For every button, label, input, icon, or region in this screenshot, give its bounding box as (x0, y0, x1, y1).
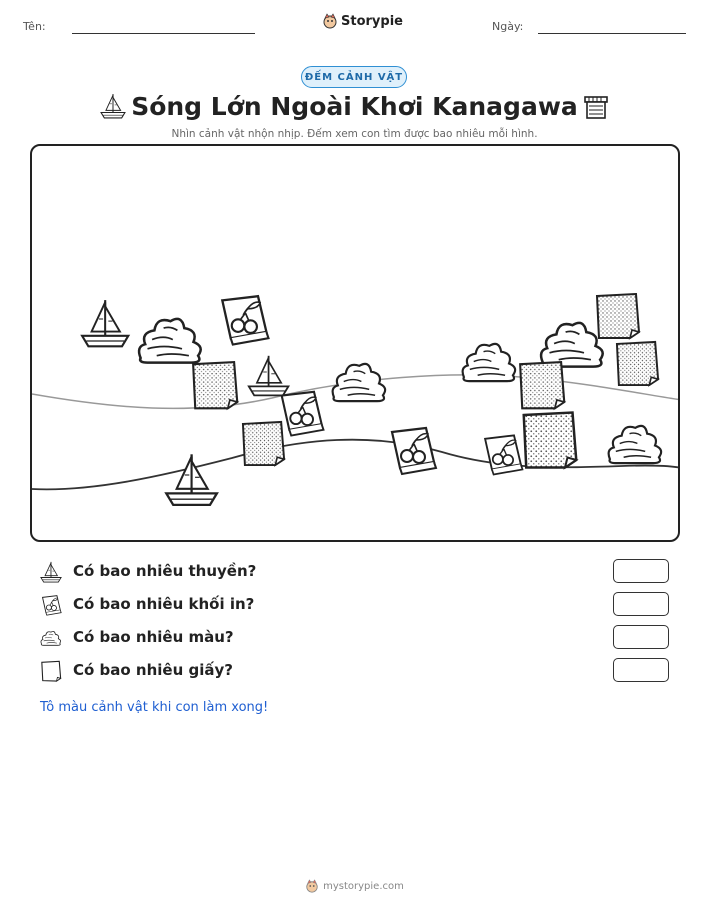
question-paints (40, 625, 670, 651)
paper-1 (193, 362, 237, 408)
boat-icon (40, 561, 62, 583)
wave-line-front (32, 440, 680, 490)
paint-icon (40, 627, 62, 649)
print-block-3 (392, 428, 436, 474)
category-badge: ĐẾM CẢNH VẬT (301, 66, 407, 88)
brand-logo (322, 13, 403, 29)
answer-box-paints[interactable] (613, 625, 669, 649)
paint-4 (541, 323, 603, 367)
date-label: Ngày: (492, 20, 524, 33)
question-boats (40, 559, 670, 585)
coloring-note: Tô màu cảnh vật khi con làm xong! (40, 700, 269, 715)
footer (0, 879, 709, 893)
paint-5 (609, 426, 662, 463)
name-label: Tên: (23, 20, 46, 33)
paper-2 (243, 422, 284, 465)
question-print-blocks (40, 592, 670, 618)
name-line[interactable] (72, 33, 255, 34)
question-text: Có bao nhiêu khối in? (73, 595, 255, 613)
question-text: Có bao nhiêu màu? (73, 628, 234, 646)
page-title: Sóng Lớn Ngoài Khơi Kanagawa (131, 92, 578, 121)
paint-1 (139, 319, 201, 363)
storypie-logo-icon (305, 879, 319, 893)
paint-2 (333, 364, 386, 401)
boat-3 (166, 454, 217, 505)
answer-box-papers[interactable] (613, 658, 669, 682)
print-block-2 (282, 392, 324, 436)
boat-1 (82, 300, 128, 346)
instructions: Nhìn cảnh vật nhộn nhịp. Đếm xem con tìm được bao nhiêu mỗi hình. (171, 128, 538, 140)
question-papers (40, 658, 670, 684)
brand-name: Storypie (341, 13, 403, 29)
print-block-icon (40, 594, 62, 616)
paper-3 (520, 362, 564, 408)
counting-scene (30, 144, 680, 542)
paint-3 (463, 344, 516, 381)
boat-2 (249, 356, 289, 396)
question-text: Có bao nhiêu giấy? (73, 661, 233, 679)
paper-5 (597, 294, 639, 338)
paper-6 (617, 342, 658, 385)
paper-4 (524, 413, 577, 468)
print-block-4 (485, 435, 522, 474)
footer-url[interactable]: mystorypie.com (323, 880, 404, 892)
date-line[interactable] (538, 33, 686, 34)
shop-icon (582, 93, 610, 121)
answer-box-boats[interactable] (613, 559, 669, 583)
question-text: Có bao nhiêu thuyền? (73, 562, 257, 580)
paper-icon (40, 660, 62, 682)
print-block-1 (222, 296, 268, 344)
storypie-logo-icon (322, 13, 338, 29)
scene-illustration (32, 146, 680, 542)
answer-box-print-blocks[interactable] (613, 592, 669, 616)
